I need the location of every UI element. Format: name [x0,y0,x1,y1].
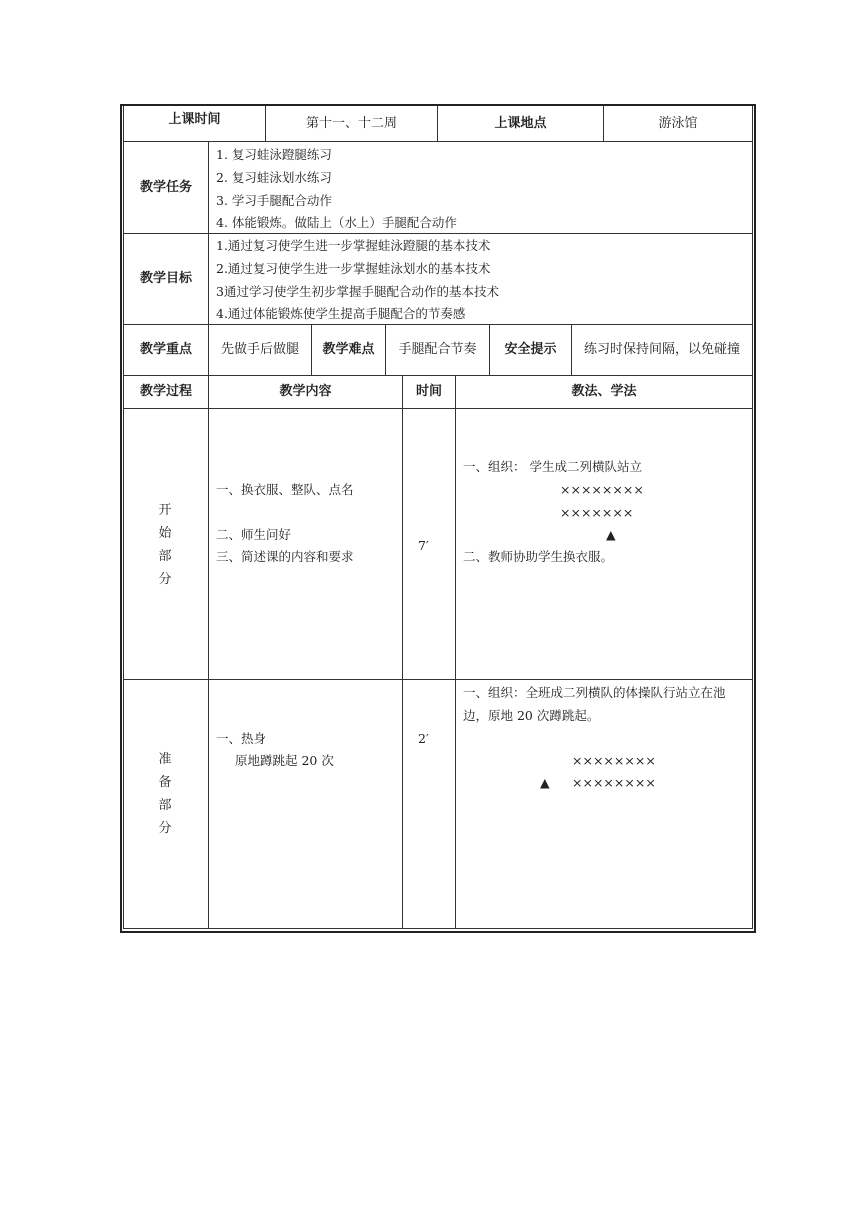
row-divider [123,141,753,142]
task-item: 3. 学习手腿配合动作 [216,193,332,208]
content-item: 二、师生问好 [216,527,292,542]
section-title-char: 分 [158,821,172,836]
key-point-value: 先做手后做腿 [220,342,299,358]
method-header: 教法、学法 [571,384,637,400]
method-item: 二、教师协助学生换衣服。 [463,549,614,564]
section-title-char: 开 [158,503,172,518]
formation-row: ××××××× [560,505,634,520]
time-label: 上课时间 [168,112,221,128]
task-item: 4. 体能锻炼。做陆上（水上）手腿配合动作 [216,215,457,230]
row-divider [123,233,753,234]
section-title-char: 始 [158,526,172,541]
content-item: 一、热身 [216,731,267,746]
col-divider [455,375,456,928]
content-item: 原地蹲跳起 20 次 [235,753,334,768]
teacher-marker: ▲ [606,527,616,542]
place-value: 游泳馆 [658,115,698,131]
formation-row: ×××××××× [560,482,644,497]
section-title-char: 备 [158,775,172,790]
place-label: 上课地点 [494,115,547,131]
col-divider [208,375,209,928]
task-item: 1. 复习蛙泳蹬腿练习 [216,147,332,162]
time-header: 时间 [415,384,442,400]
goal-item: 4.通过体能锻炼使学生提高手腿配合的节奏感 [216,306,466,321]
time-value: 2′ [418,731,429,746]
section-title-prepare [155,748,175,840]
goal-item: 3通过学习使学生初步掌握手腿配合动作的基本技术 [216,284,499,299]
content-item: 一、换衣服、整队、点名 [216,482,354,497]
goal-item: 2.通过复习使学生进一步掌握蛙泳划水的基本技术 [216,261,491,276]
col-divider [208,141,209,324]
goal-item: 1.通过复习使学生进一步掌握蛙泳蹬腿的基本技术 [216,238,491,253]
method-item: 一、组织：全班成二列横队的体操队行站立在池 [463,685,726,700]
row-divider [123,928,753,929]
task-item: 2. 复习蛙泳划水练习 [216,170,332,185]
safety-label: 安全提示 [504,342,557,358]
section-title-char: 准 [158,752,172,767]
safety-value: 练习时保持间隔，以免碰撞 [583,342,740,358]
content-item: 三、简述课的内容和要求 [216,549,354,564]
section-title-char: 分 [158,572,172,587]
teacher-marker: ▲ [540,775,550,790]
formation-row: ×××××××× [572,753,656,768]
difficulty-value: 手腿配合节奏 [398,342,477,358]
key-point-label: 教学重点 [139,342,192,358]
section-title-char: 部 [158,798,172,813]
tasks-label: 教学任务 [139,179,192,195]
row-divider [123,679,753,680]
time-value: 第十一、十二周 [305,115,397,131]
method-item: 一、组织： 学生成二列横队站立 [463,459,642,474]
method-item: 边，原地 20 次蹲跳起。 [463,708,600,723]
formation-row: ×××××××× [572,775,656,790]
time-value: 7′ [418,538,429,553]
col-divider [402,375,403,928]
section-title-char: 部 [158,549,172,564]
row-divider [123,408,753,409]
process-header: 教学过程 [139,384,192,400]
content-header: 教学内容 [279,384,332,400]
col-divider [752,106,753,929]
goals-label: 教学目标 [139,271,192,287]
section-title-start [155,499,175,591]
difficulty-label: 教学难点 [322,342,375,358]
